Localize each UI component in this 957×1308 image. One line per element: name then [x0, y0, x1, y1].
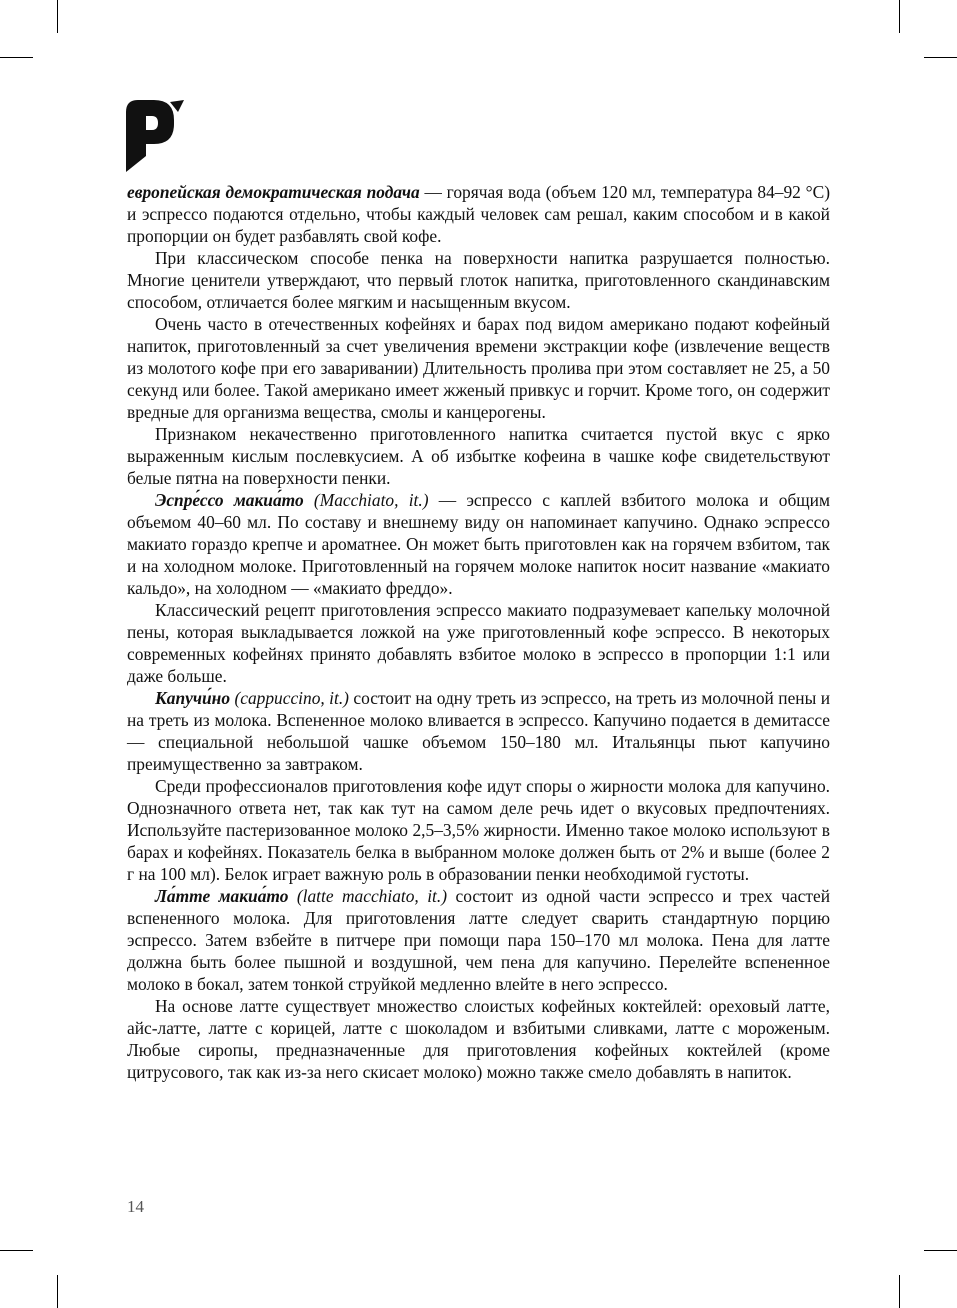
crop-mark [0, 57, 33, 58]
paragraph [127, 995, 830, 1083]
term: Эспре́ссо макиа́то [155, 490, 304, 510]
crop-mark [924, 1250, 957, 1251]
paragraph [127, 181, 830, 247]
paragraph [127, 885, 830, 995]
crop-mark [57, 1275, 58, 1308]
paragraph-text: — эспрессо с каплей взбитого молока и общим объемом 40–60 мл. По составу и внешнему виду он напоминает капучино. Однако эспрессо макиато гораздо крепче и ароматнее. Он может быть приготовлен как на горячем взбитом, так и на холодном молоке. Приготовленный на горячем молоке напиток носит название «макиато кальдо», на холодном — «макиато фреддо». [127, 490, 830, 598]
term: Ла́тте макиа́то [155, 886, 289, 906]
crop-mark [57, 0, 58, 33]
paragraph-text: состоит на одну треть из эспрессо, на треть из молочной пены и на треть из молока. Вспененное молоко вливается в эспрессо. Капучино подается в демитассе — специальной небольшой чашке объемом 150–180 мл. Итальянцы пьют капучино преимущественно за завтраком. [127, 688, 831, 774]
term-latin: (latte macchiato, it.) [288, 886, 448, 906]
term: Капучи́но [155, 688, 231, 708]
crop-mark [899, 1275, 900, 1308]
paragraph-text: При классическом способе пенка на поверхности напитка разрушается полностью. Многие ценители утверждают, что первый глоток напитка, приготовленного скандинавским способом, отличается более мягким и насыщенным вкусом. [127, 248, 830, 312]
paragraph [127, 687, 830, 775]
publisher-logo-icon [124, 98, 186, 172]
paragraph-text: Классический рецепт приготовления эспрессо макиато подразумевает капельку молочной пены, которая выкладывается ложкой на уже приготовленный кофе эспрессо. В некоторых современных кофейнях принято добавлять взбитое молоко в эспрессо в пропорции 1:1 или даже больше. [127, 600, 830, 686]
paragraph [127, 599, 830, 687]
paragraph-text: Признаком некачественно приготовленного напитка считается пустой вкус с ярко выраженным кислым послевкусием. А об избытке кофеина в чашке кофе свидетельствуют белые пятна на поверхности пенки. [127, 424, 830, 488]
paragraph-text: — горячая вода (объем 120 мл, температура 84–92 °С) и эспрессо подаются отдельно, чтобы каждый человек сам решал, каким способом и в какой пропорции он будет разбавлять свой кофе. [127, 182, 830, 246]
term-latin: (cappuccino, it.) [230, 688, 349, 708]
crop-mark [0, 1250, 33, 1251]
paragraph-text: состоит из одной части эспрессо и трех частей вспененного молока. Для приготовления латте следует сварить стандартную порцию эспрессо. Затем взбейте в питчере при помощи пара 150–170 мл молока. Пена для латте должна быть более пышной и воздушной, чем пена для капучино. Перелейте вспененное молоко в бокал, затем тонкой струйкой медленно влейте в него эспрессо. [127, 886, 830, 994]
term-latin: (Macchiato, it.) [303, 490, 429, 510]
paragraph-text: На основе латте существует множество слоистых кофейных коктейлей: ореховый латте, айс-латте, латте с корицей, латте с шоколадом и взбитыми сливками, латте с мороженым. Любые сиропы, предназначенные для приготовления кофейных коктейлей (кроме цитрусового, так как из-за него скисает молоко) можно также смело добавлять в напиток. [127, 996, 830, 1082]
paragraph-text: Среди профессионалов приготовления кофе идут споры о жирности молока для капучино. Однозначного ответа нет, так как тут на самом деле речь идет о вкусовых предпочтениях. Используйте пастеризованное молоко 2,5–3,5% жирности. Именно такое молоко используют в барах и кофейнях. Показатель белка в выбранном молоке должен быть от 2% и выше (более 2 г на 100 мл). Белок играет важную роль в образовании пенки необходимой густоты. [127, 776, 830, 884]
paragraph [127, 247, 830, 313]
paragraph [127, 489, 830, 599]
body-text [127, 181, 830, 1083]
paragraph [127, 313, 830, 423]
crop-mark [924, 57, 957, 58]
page-number: 14 [127, 1197, 144, 1216]
term: европейская демократическая подача [127, 182, 420, 202]
paragraph [127, 423, 830, 489]
crop-mark [899, 0, 900, 33]
paragraph-text: Очень часто в отечественных кофейнях и барах под видом американо подают кофейный напиток, приготовленный за счет увеличения времени экстракции кофе (извлечение веществ из молотого кофе при его заваривании) Длительность пролива при этом составляет не 25, а 50 секунд или более. Такой американо имеет жженый привкус и горчит. Кроме того, он содержит вредные для организма вещества, смолы и канцерогены. [127, 314, 830, 422]
paragraph [127, 775, 830, 885]
